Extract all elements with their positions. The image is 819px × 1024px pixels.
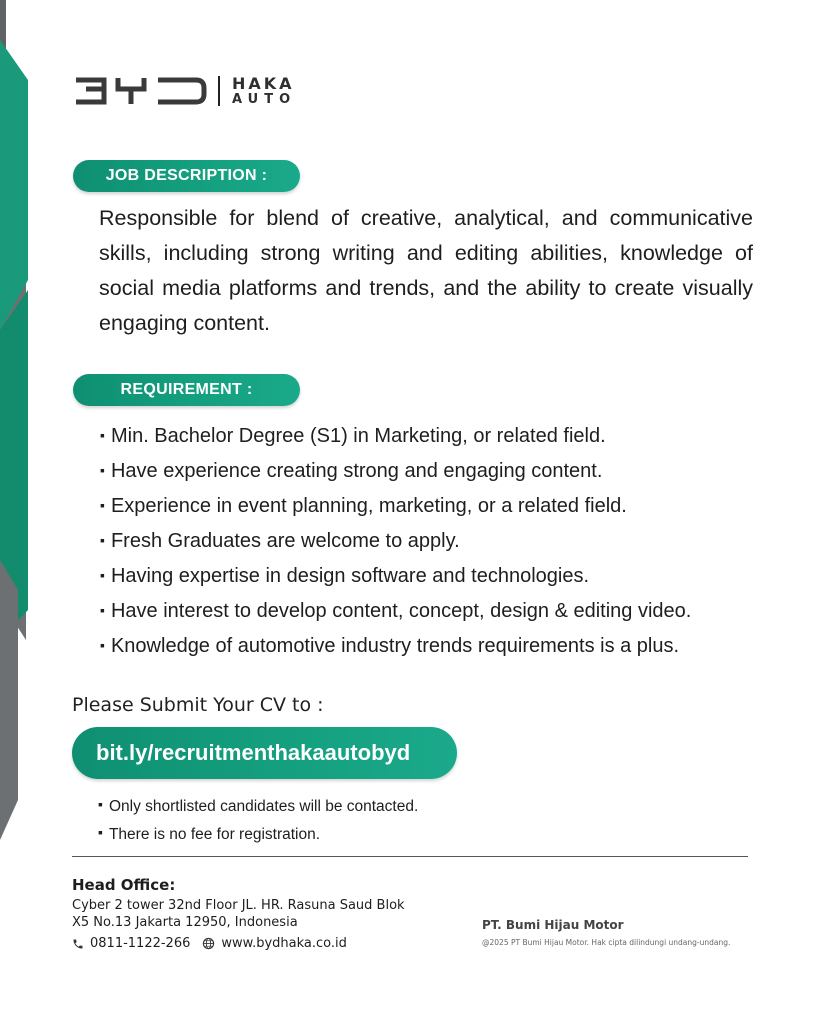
bullet-icon: ▪ bbox=[98, 796, 103, 812]
head-office-address bbox=[72, 897, 422, 931]
requirement-heading: REQUIREMENT : bbox=[73, 374, 300, 406]
job-description-heading: JOB DESCRIPTION : bbox=[73, 160, 300, 192]
website-link[interactable]: www.bydhaka.co.id bbox=[221, 936, 347, 951]
list-item: ▪ Min. Bachelor Degree (S1) in Marketing, or related field. bbox=[100, 420, 780, 455]
footer-divider bbox=[72, 856, 748, 857]
copyright-text: @2025 PT Bumi Hijau Motor. Hak cipta dilindungi undang-undang. bbox=[482, 938, 731, 947]
address-line-1: Cyber 2 tower 32nd Floor JL. HR. Rasuna Saud Blok bbox=[72, 898, 405, 913]
list-item: ▪ Having expertise in design software and technologies. bbox=[100, 560, 780, 595]
bullet-icon: ▪ bbox=[100, 427, 105, 443]
globe-icon bbox=[202, 937, 215, 950]
bullet-icon: ▪ bbox=[100, 637, 105, 653]
list-item: ▪ Only shortlisted candidates will be contacted. bbox=[98, 792, 418, 820]
brand-logo bbox=[74, 74, 296, 108]
bullet-icon: ▪ bbox=[100, 532, 105, 548]
list-item: ▪ Experience in event planning, marketing, or a related field. bbox=[100, 490, 780, 525]
byd-logo-icon bbox=[74, 76, 208, 106]
phone-number[interactable]: 0811-1122-266 bbox=[90, 936, 191, 951]
address-line-2: X5 No.13 Jakarta 12950, Indonesia bbox=[72, 915, 298, 930]
left-decoration bbox=[0, 0, 40, 1024]
job-description-text: Responsible for blend of creative, analytical, and communicative skills, including strong writing and editing abilities, knowledge of social media platforms and trends, and the ability to create visually engaging content. bbox=[99, 206, 753, 335]
submit-cv-label: Please Submit Your CV to : bbox=[72, 694, 324, 716]
bullet-icon: ▪ bbox=[100, 497, 105, 513]
bullet-icon: ▪ bbox=[100, 462, 105, 478]
list-item: ▪ Knowledge of automotive industry trends requirements is a plus. bbox=[100, 630, 780, 665]
requirement-list bbox=[100, 420, 780, 665]
list-item: ▪ Have interest to develop content, concept, design & editing video. bbox=[100, 595, 780, 630]
head-office-title: Head Office: bbox=[72, 876, 176, 894]
phone-icon bbox=[72, 938, 84, 950]
company-name: PT. Bumi Hijau Motor bbox=[482, 918, 624, 932]
auto-text: AUTO bbox=[232, 92, 297, 107]
bullet-icon: ▪ bbox=[100, 602, 105, 618]
bullet-icon: ▪ bbox=[98, 824, 103, 840]
notes-list bbox=[98, 792, 418, 848]
logo-divider bbox=[218, 76, 220, 106]
recruitment-link[interactable]: bit.ly/recruitmenthakaautobyd bbox=[72, 727, 457, 779]
bullet-icon: ▪ bbox=[100, 567, 105, 583]
haka-text: HAKA bbox=[232, 74, 295, 93]
list-item: ▪ Fresh Graduates are welcome to apply. bbox=[100, 525, 780, 560]
haka-auto-logo bbox=[232, 76, 296, 106]
contact-row bbox=[72, 936, 347, 951]
list-item: ▪ There is no fee for registration. bbox=[98, 820, 418, 848]
list-item: ▪ Have experience creating strong and engaging content. bbox=[100, 455, 780, 490]
